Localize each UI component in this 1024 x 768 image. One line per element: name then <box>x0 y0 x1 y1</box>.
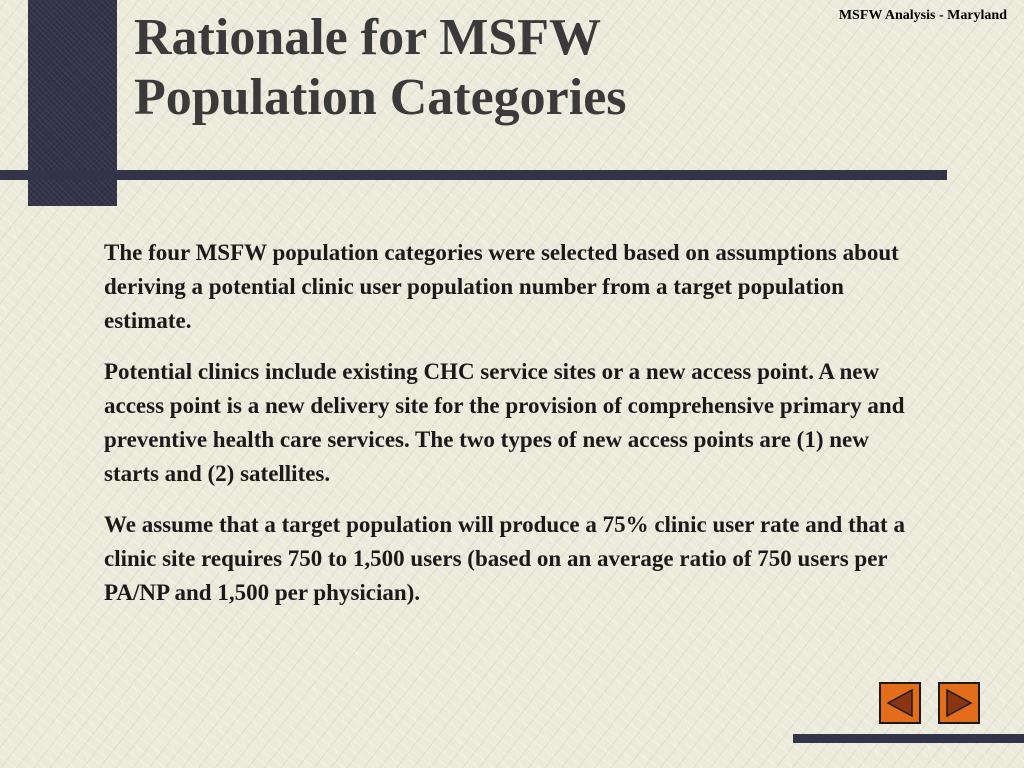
slide-body <box>104 236 924 627</box>
body-paragraph-2: Potential clinics include existing CHC service sites or a new access point. A new access point is a new delivery site for the provision of comprehensive primary and preventive health care services. The two types of new access points are (1) new starts and (2) satellites. <box>104 359 905 486</box>
triangle-left-icon <box>884 687 916 719</box>
triangle-right-icon <box>943 687 975 719</box>
page-title-line-2: Population Categories <box>134 69 627 126</box>
page-title-line-1: Rationale for MSFW <box>134 9 601 66</box>
previous-slide-button[interactable] <box>879 682 921 724</box>
body-paragraph-1: The four MSFW population categories were selected based on assumptions about deriving a potential clinic user population number from a target population estimate. <box>104 240 899 333</box>
next-slide-button[interactable] <box>938 682 980 724</box>
page-title <box>134 8 627 128</box>
title-divider <box>0 170 947 180</box>
body-paragraph-3: We assume that a target population will produce a 75% clinic user rate and that a clinic site requires 750 to 1,500 users (based on an average ratio of 750 users per PA/NP and 1,500 per physician). <box>104 512 905 605</box>
header-tag: MSFW Analysis - Maryland <box>838 8 1007 23</box>
footer-divider <box>793 734 1024 743</box>
